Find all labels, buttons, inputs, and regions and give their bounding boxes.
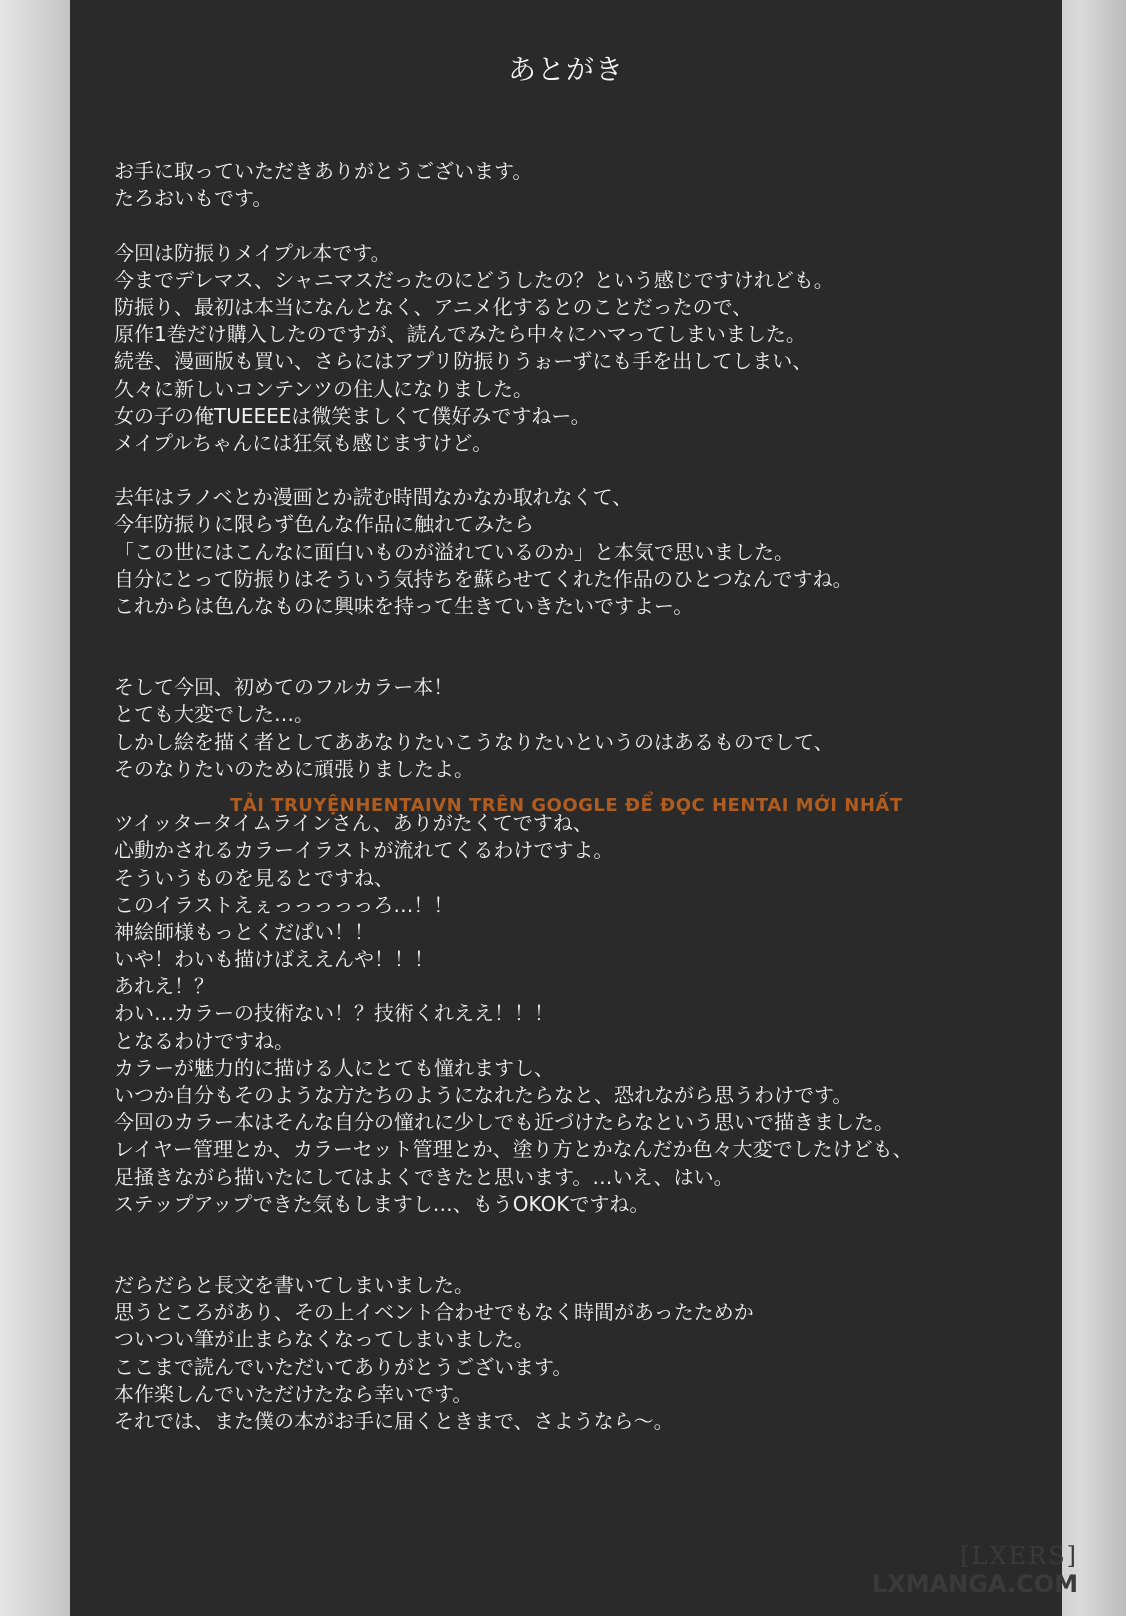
text-line: 心動かされるカラーイラストが流れてくるわけですよ。 (114, 838, 614, 863)
text-line: ついつい筆が止まらなくなってしまいました。 (114, 1327, 534, 1352)
text-line: とても大変でした…。 (114, 702, 314, 727)
text-line: 今回のカラー本はそんな自分の憧れに少しでも近づけたらなという思いで描きました。 (114, 1110, 894, 1135)
text-line: メイプルちゃんには狂気も感じますけど。 (114, 430, 493, 455)
text-line: そのなりたいのために頑張りましたよ。 (114, 756, 474, 781)
text-line: これからは色んなものに興味を持って生きていきたいですよー。 (114, 594, 694, 618)
text-line: わい…カラーの技術ない！？技術くれええ！！！ (114, 1001, 554, 1026)
text-line: ステップアップできた気もしますし…、もうOKOKですね。 (114, 1191, 650, 1216)
text-line: 今回は防振りメイプル本です。 (114, 240, 391, 265)
paragraph-twitter (114, 810, 1044, 1218)
text-line: 女の子の俺TUEEEEは微笑ましくて僕好みですねー。 (114, 403, 591, 428)
text-line: いや！わいも描けばええんや！！！ (114, 947, 434, 972)
paragraph-about-book (114, 240, 1044, 458)
text-line: 原作1巻だけ購入したのですが、読んでみたら中々にハマってしまいました。 (114, 322, 806, 347)
text-line: 今までデレマス、シャニマスだったのにどうしたの？という感じですけれども。 (114, 267, 834, 292)
page-edge-left (0, 0, 80, 1616)
text-line: 神絵師様もっとくだぱい！！ (114, 919, 374, 944)
text-line: となるわけですね。 (114, 1028, 294, 1053)
text-line: 続巻、漫画版も買い、さらにはアプリ防振りうぉーずにも手を出してしまい、 (114, 349, 813, 374)
text-line: いつか自分もそのような方たちのようになれたらなと、恐れながら思うわけです。 (114, 1083, 853, 1107)
text-line: カラーが魅力的に描ける人にとても憧れますし、 (114, 1055, 554, 1080)
text-line: それでは、また僕の本がお手に届くときまで、さようなら～。 (114, 1408, 674, 1433)
text-line: 本作楽しんでいただけたなら幸いです。 (114, 1381, 473, 1406)
text-line: 自分にとって防振りはそういう気持ちを蘇らせてくれた作品のひとつなんですね。 (114, 566, 853, 591)
text-line: そういうものを見るとですね、 (114, 865, 394, 890)
text-line: このイラストえぇっっっっっろ…！！ (114, 892, 454, 917)
page-title: あとがき (507, 53, 624, 86)
credit-site: LXMANGA.COM (871, 1570, 1078, 1598)
paragraph-closing (114, 1272, 1044, 1435)
text-line: レイヤー管理とか、カラーセット管理とか、塗り方とかなんだか色々大変でしたけども、 (114, 1137, 913, 1162)
text-line: そして今回、初めてのフルカラー本！ (114, 675, 454, 700)
text-line: たろおいもです。 (114, 186, 273, 211)
text-line: 今年防振りに限らず色んな作品に触れてみたら (114, 512, 534, 537)
text-line: 「この世にはこんなに面白いものが溢れているのか」と本気で思いました。 (114, 539, 794, 564)
text-line: 思うところがあり、その上イベント合わせでもなく時間があったためか (114, 1300, 754, 1325)
scanlation-credit (872, 1542, 1078, 1598)
text-line: 足掻きながら描いたにしてはよくできたと思います。…いえ、はい。 (114, 1164, 734, 1189)
text-line: あれえ！？ (114, 974, 214, 999)
text-line: 久々に新しいコンテンツの住人になりました。 (114, 376, 533, 401)
credit-group: [LXERS] (960, 1542, 1078, 1570)
paragraph-full-color (114, 674, 1044, 783)
text-line: お手に取っていただきありがとうございます。 (114, 159, 533, 183)
text-line: ツイッタータイムラインさん、ありがたくてですね、 (114, 811, 593, 836)
paragraph-last-year (114, 484, 1044, 620)
text-line: ここまで読んでいただいてありがとうございます。 (114, 1354, 573, 1379)
text-line: 去年はラノベとか漫画とか読む時間なかなか取れなくて、 (114, 485, 633, 510)
watermark-text: TẢI TRUYỆNHENTAIVN TRÊN GOOGLE ĐỂ ĐỌC HENTAI MỚI NHẤT (230, 795, 903, 816)
text-line: だらだらと長文を書いてしまいました。 (114, 1272, 474, 1297)
paragraph-thanks (114, 158, 1044, 212)
text-line: しかし絵を描く者としてああなりたいこうなりたいというのはあるものでして、 (114, 729, 834, 754)
text-line: 防振り、最初は本当になんとなく、アニメ化するとのことだったので、 (114, 294, 753, 319)
afterword-panel (70, 0, 1062, 1616)
